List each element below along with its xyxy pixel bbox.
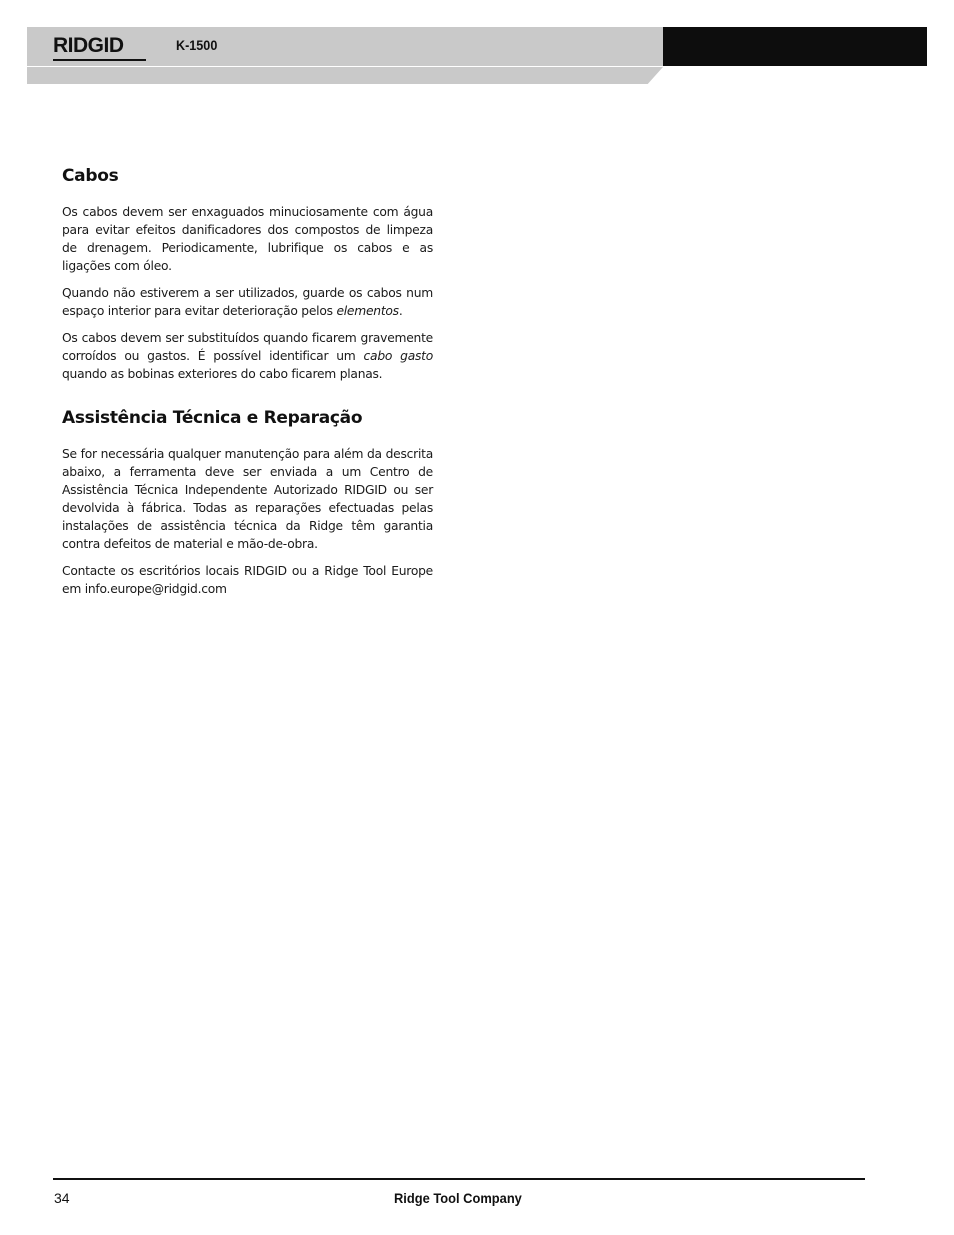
header-stripe (27, 67, 663, 84)
paragraph: Os cabos devem ser substituídos quando ficarem gravemente corroídos ou gastos. É possível identificar um cabo gasto quando as bobinas exteriores do cabo ficarem planas. (62, 331, 433, 381)
paragraph: Quando não estiverem a ser utilizados, guarde os cabos num espaço interior para evitar deterioração pelos elementos. (62, 286, 433, 318)
page-number: 34 (54, 1190, 70, 1206)
ridgid-logo (53, 34, 148, 62)
section-title-cabos: Cabos (62, 166, 119, 186)
logo-underline (53, 59, 146, 61)
paragraph: Os cabos devem ser enxaguados minuciosamente com água para evitar efeitos danificadores dos compostos de limpeza de drenagem. Periodicamente, lubrifique os cabos e as ligações com óleo. (62, 205, 433, 273)
model-name: K-1500 (176, 37, 218, 53)
header-black-band (663, 27, 927, 66)
emphasis: elementos (336, 304, 399, 318)
paragraph: Se for necessária qualquer manutenção para além da descrita abaixo, a ferramenta deve ser enviada a um Centro de Assistência Técnica Independente Autorizado RIDGID ou ser devolvida à fábrica. Todas as reparações efectuadas pelas instalações de assistência técnica da Ridge têm garantia contra defeitos de material e mão-de-obra. (62, 447, 433, 551)
paragraph: Contacte os escritórios locais RIDGID ou a Ridge Tool Europe em info.europe@ridgid.com (62, 564, 433, 596)
footer-rule (53, 1178, 865, 1180)
logo-text: RIDGID (53, 34, 124, 57)
footer-company: Ridge Tool Company (394, 1190, 522, 1206)
emphasis: cabo gasto (363, 349, 433, 363)
main-content (62, 165, 433, 607)
section-title-assistencia: Assistência Técnica e Reparação (62, 408, 363, 428)
